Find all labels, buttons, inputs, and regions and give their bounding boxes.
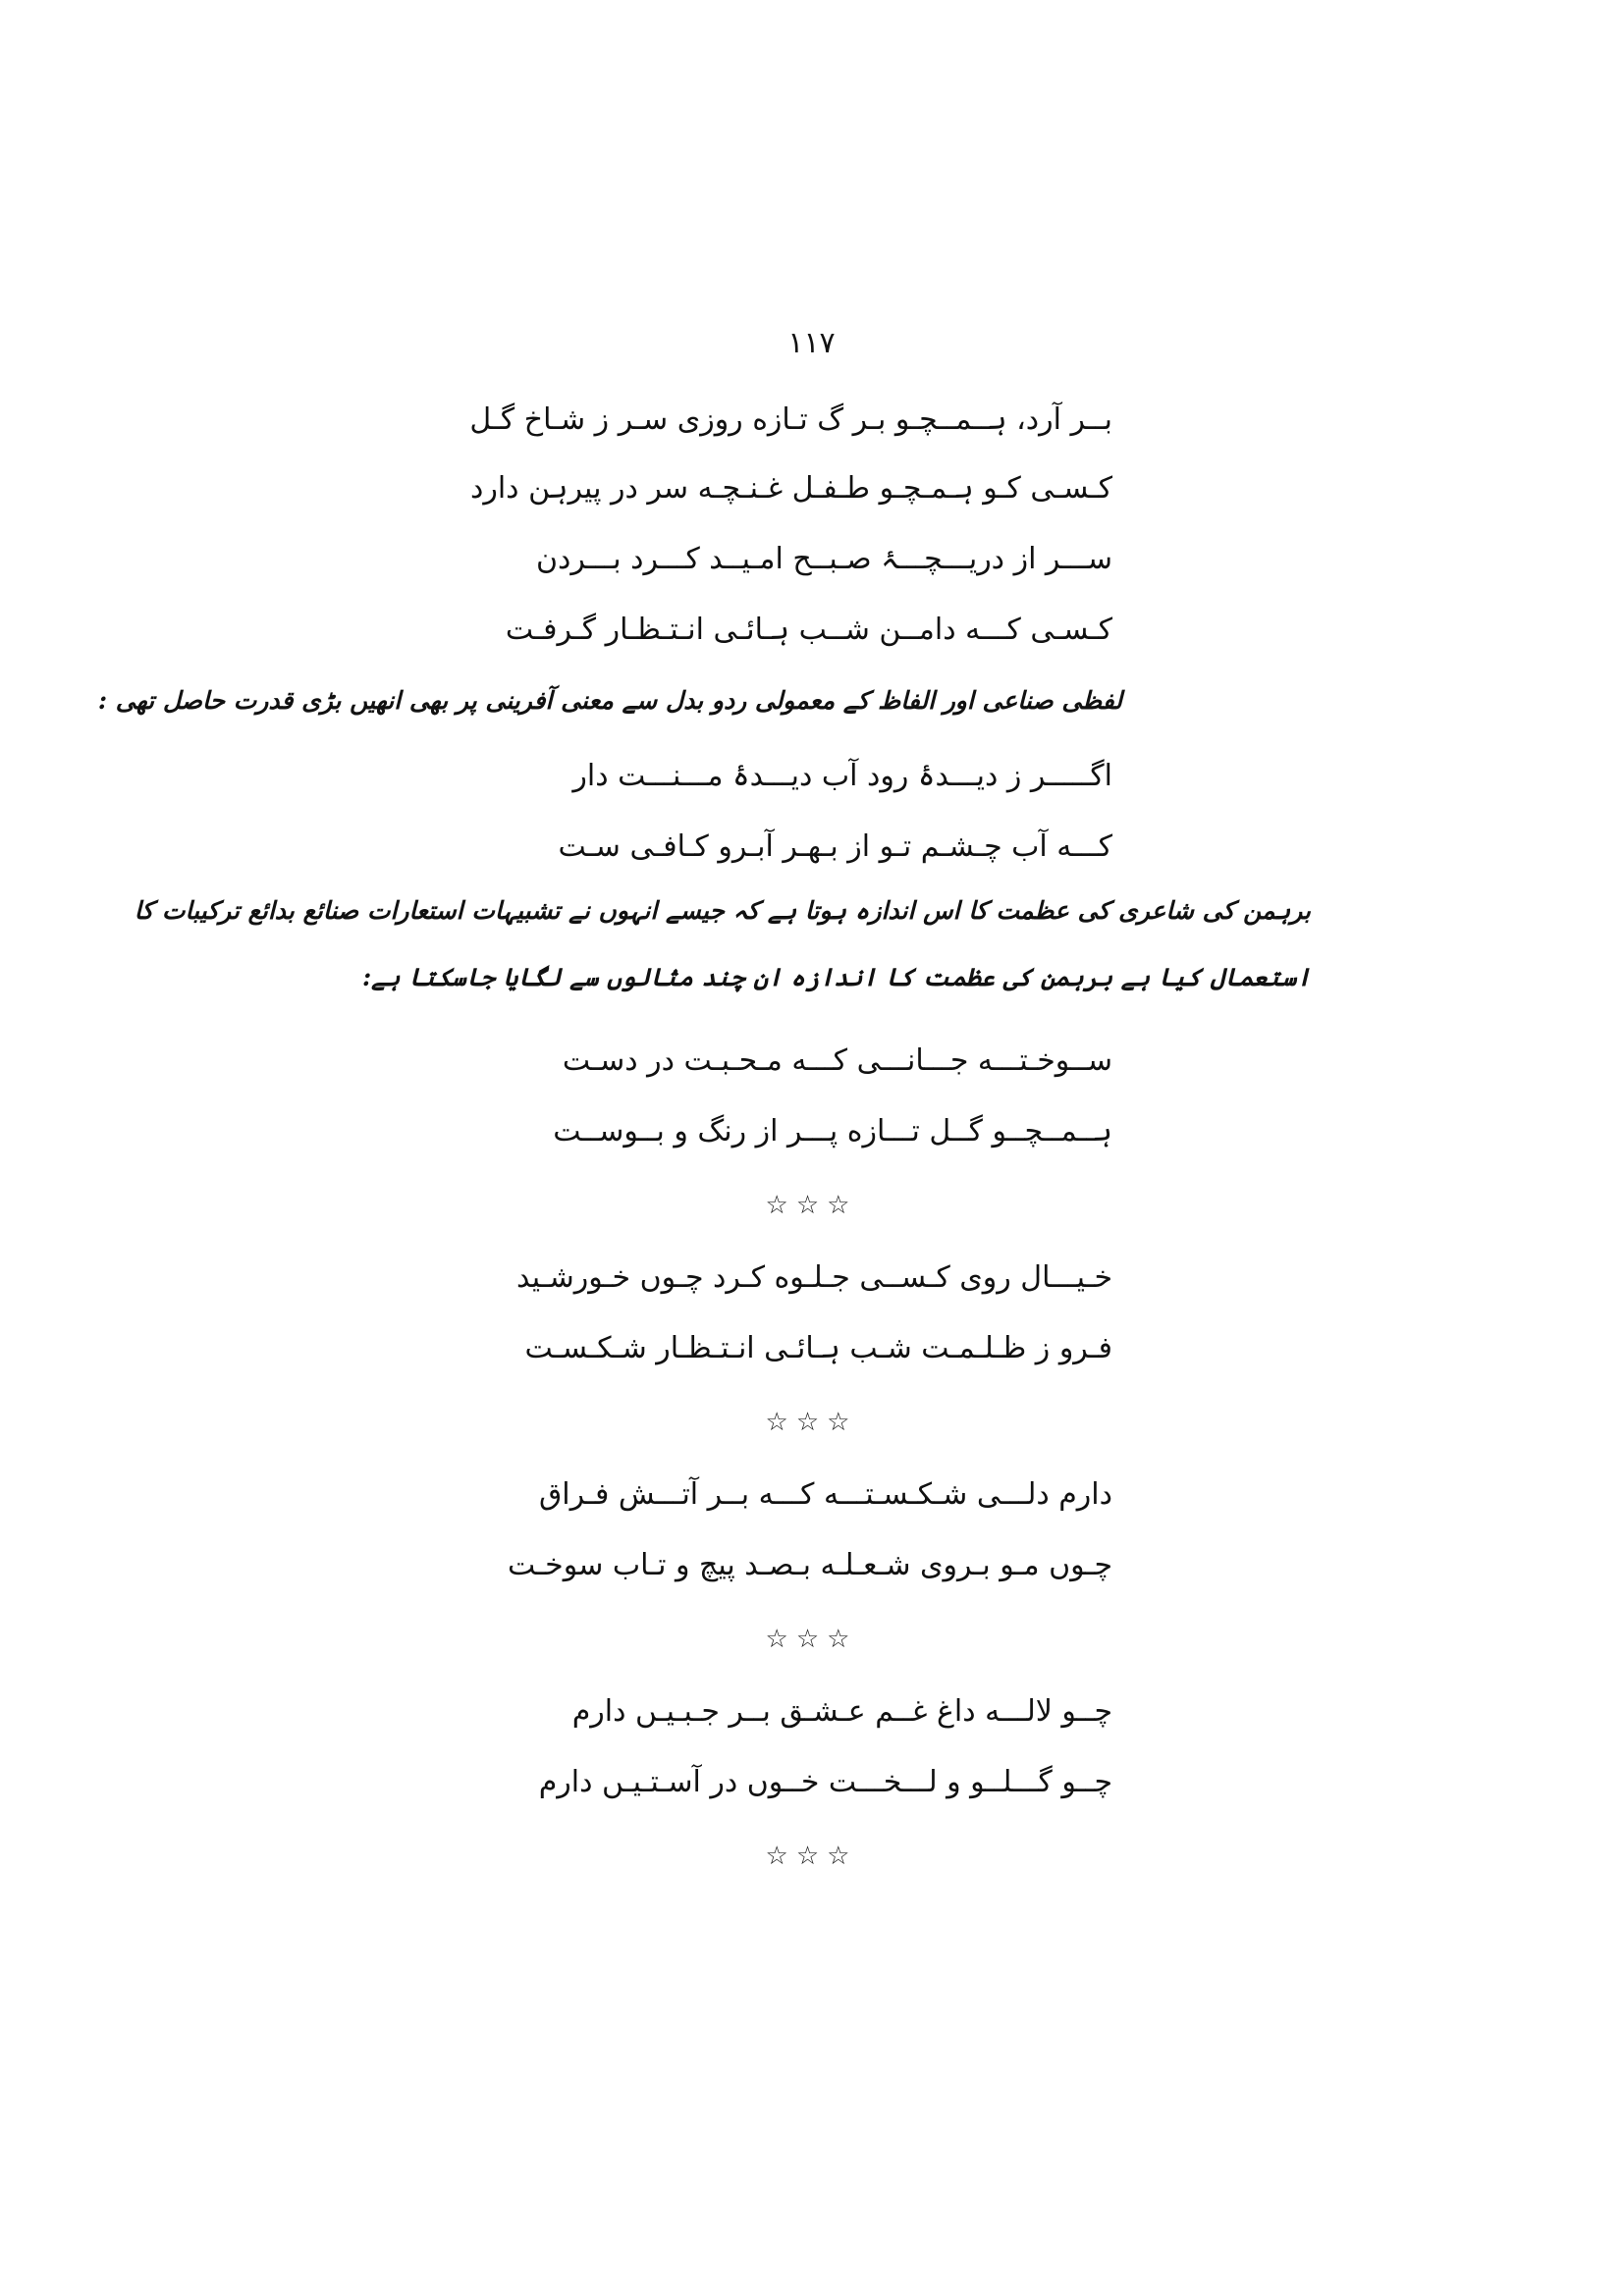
stars-separator: ☆☆☆ [765,1625,858,1654]
verse-line: کـسـی کـو ہـمـچـو طـفـل غـنـچـه سر در پیرہن دارد [470,471,1112,506]
verse-line: چـوں مـو بـروی شـعـلـه بـصـد پیچ و تـاب سوخـت [507,1548,1112,1582]
page-number: ۱۱۷ [787,326,836,360]
verse-line: بــر آرد، ہــمــچـو بـر گ تـازه روزی سـر ز شـاخ گـل [469,402,1112,437]
verse-line: ســوخـتـــه جـــانـــی کـــه مـحـبـت در دسـت [562,1043,1112,1078]
stars-separator: ☆☆☆ [765,1842,858,1871]
verse-line: ہــمــچــو گــل تـــازه پـــر از رنگ و بــوســت [553,1114,1112,1148]
verse-line: ســـر از دریـــچـــۂ صـبــح امـیــد کـــرد بـــردن [535,542,1112,576]
stars-separator: ☆☆☆ [765,1191,858,1220]
verse-line: اگـــــر ز دیـــدۂ رود آب دیـــدۂ مـــنـــت دار [572,759,1112,793]
verse-line: خـیـــال روی کـســی جـلـوه کـرد چـوں خـورشـید [516,1260,1112,1295]
prose-paragraph: برہمن کی شاعری کی عظمت کا اس اندازہ ہوتا ہے کہ جیسے انہوں نے تشبیہات استعارات صنائع بدائع ترکیبات کا [134,896,1311,925]
verse-line: چــو لالـــه داغ غــم عـشـق بــر جـبـیـں دارم [571,1694,1112,1729]
verse-line: کـــه آب چـشـم تـو از بـهـر آبـرو کـافـی سـت [558,829,1112,864]
prose-paragraph: استعمال کیا ہے برہمن کی عظمت کا اندازہ ان چند مثالوں سے لگایا جاسکتا ہے: [361,963,1311,991]
verse-line: کـسـی کـــه دامــن شــب ہـائـی انـتـظـار گـرفـت [505,613,1112,647]
verse-line: دارم دلـــی شـکـسـتـــه کـــه بــر آتـــش فـراق [539,1477,1112,1512]
stars-separator: ☆☆☆ [765,1408,858,1437]
verse-line: چــو گـــلــو و لـــخـــت خــوں در آسـتـیـں دارم [538,1765,1112,1799]
prose-paragraph: لفظی صناعی اور الفاظ کے معمولی ردو بدل سے معنی آفرینی پر بھی انھیں بڑی قدرت حاصل تھی : [97,686,1122,715]
verse-line: فـرو ز ظـلـمـت شـب ہـائـی انـتـظـار شـکـسـت [524,1331,1112,1365]
